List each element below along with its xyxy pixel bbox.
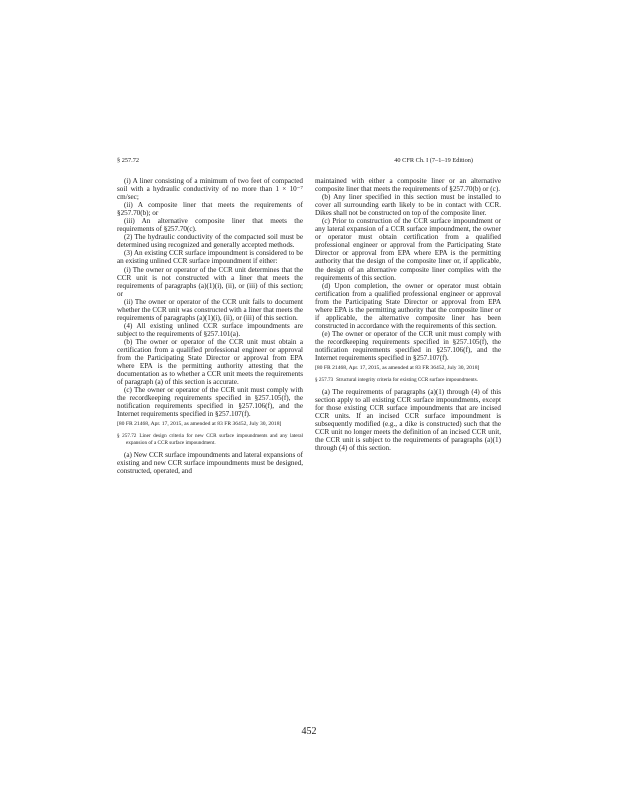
- page-number: 452: [301, 726, 317, 737]
- paragraph: (d) Upon completion, the owner or operator must obtain certification from a qualified professional engineer or approval from the Participating State Director or approval from EPA where EPA is the permitting authority that the composite liner or if applicable, the alternative composite liner has been constructed in accordance with the requirements of this section.: [315, 281, 501, 330]
- paragraph: (ii) The owner or operator of the CCR unit fails to document whether the CCR unit was constructed with a liner that meets the requirements of paragraphs (a)(1)(i), (ii), or (iii) of this section.: [117, 297, 303, 322]
- paragraph: (iii) An alternative composite liner that meets the requirements of §257.70(c).: [117, 217, 303, 234]
- section-heading: [117, 433, 303, 446]
- paragraph: (i) A liner consisting of a minimum of two feet of compacted soil with a hydraulic conductivity of no more than 1 × 10⁻⁷ cm/sec;: [117, 177, 303, 202]
- section-heading: [315, 377, 501, 384]
- right-text-column: [315, 177, 501, 452]
- paragraph: (2) The hydraulic conductivity of the compacted soil must be determined using recognized and generally accepted methods.: [117, 233, 303, 250]
- section-heading-title: Liner design criteria for new CCR surface impoundments and any lateral expansion of a CCR surface impoundment.: [126, 433, 303, 446]
- paragraph: maintained with either a composite liner or an alternative composite liner that meets the requirements of §257.70(b) or (c).: [315, 177, 501, 194]
- paragraph: (4) All existing unlined CCR surface impoundments are subject to the requirements of §257.101(a).: [117, 321, 303, 338]
- section-heading-number: § 257.73: [315, 377, 334, 384]
- header-section-number: § 257.72: [117, 157, 140, 164]
- paragraph: (i) The owner or operator of the CCR unit determines that the CCR unit is not constructed with a liner that meets the requirements of paragraphs (a)(1)(i), (ii), or (iii) of this section; or: [117, 265, 303, 298]
- paragraph: (c) Prior to construction of the CCR surface impoundment or any lateral expansion of a CCR surface impoundment, the owner or operator must obtain certification from a qualified professional engineer or approval from the Participating State Director or approval from EPA where EPA is the permitting authority that the design of the composite liner or, if applicable, the design of an alternative composite liner complies with the requirements of this section.: [315, 217, 501, 282]
- paragraph: (b) Any liner specified in this section must be installed to cover all surrounding earth likely to be in contact with CCR. Dikes shall not be constructed on top of the composite liner.: [315, 193, 501, 218]
- source-citation: [80 FR 21468, Apr. 17, 2015, as amended at 83 FR 36452, July 30, 2018]: [117, 421, 282, 428]
- paragraph: (e) The owner or operator of the CCR unit must comply with the recordkeeping requirements specified in §257.105(f), the notification requirements specified in §257.106(f), and the Internet requirements specified in §257.107(f).: [315, 329, 501, 363]
- section-heading-title: Structural integrity criteria for existing CCR surface impoundments.: [336, 377, 478, 384]
- paragraph: (b) The owner or operator of the CCR unit must obtain a certification from a qualified professional engineer or approval from the Participating State Director or approval from EPA where EPA is the permitting authority attesting that the documentation as to whether a CCR unit meets the requirements of paragraph (a) of this section is accurate.: [117, 337, 303, 387]
- header-edition: 40 CFR Ch. I (7–1–19 Edition): [394, 157, 473, 164]
- left-text-column: [117, 177, 303, 475]
- paragraph: (3) An existing CCR surface impoundment is considered to be an existing unlined CCR surface impoundment if either:: [117, 249, 303, 266]
- paragraph: (a) The requirements of paragraphs (a)(1) through (4) of this section apply to all existing CCR surface impoundments, except for those existing CCR surface impoundments that are incised CCR units. If an incised CCR surface impoundment is subsequently modified (e.g., a dike is constructed) such that the CCR unit no longer meets the definition of an incised CCR unit, the CCR unit is subject to the requirements of paragraphs (a)(1) through (4) of this section.: [315, 387, 501, 452]
- paragraph: (c) The owner or operator of the CCR unit must comply with the recordkeeping requirements specified in §257.105(f), the notification requirements specified in §257.106(f), and the Internet requirements specified in §257.107(f).: [117, 386, 303, 419]
- paragraph: (ii) A composite liner that meets the requirements of §257.70(b); or: [117, 201, 303, 218]
- paragraph: (a) New CCR surface impoundments and lateral expansions of existing and new CCR surface impoundments must be designed, constructed, operated, and: [117, 450, 303, 475]
- section-heading-number: § 257.72: [117, 433, 137, 440]
- source-citation: [80 FR 21468, Apr. 17, 2015, as amended at 83 FR 36452, July 30, 2018]: [315, 365, 480, 372]
- running-header: [117, 157, 501, 169]
